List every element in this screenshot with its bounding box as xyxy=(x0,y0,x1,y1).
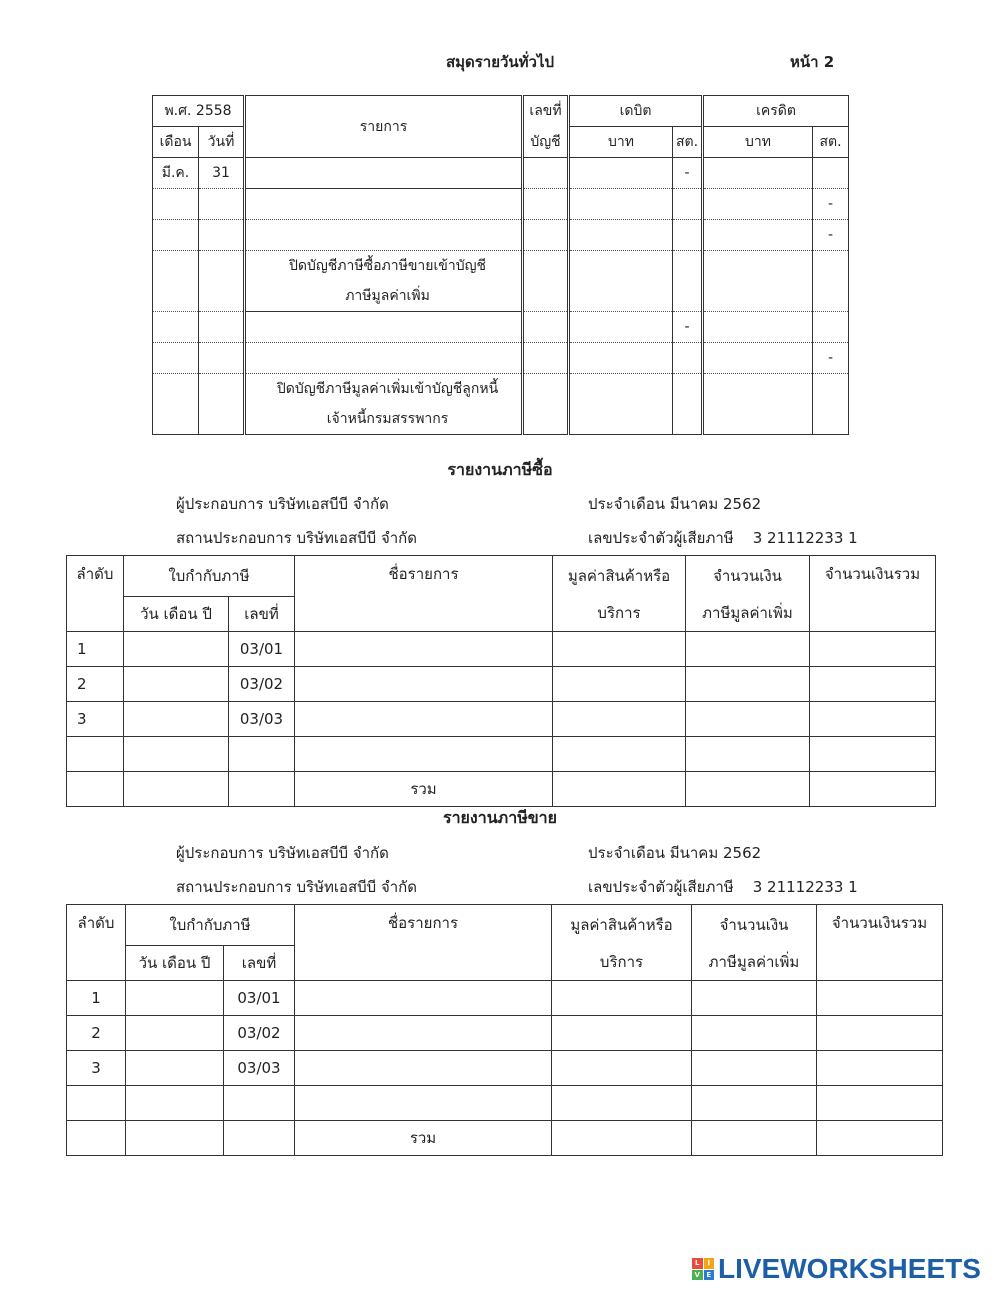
cell-ref[interactable] xyxy=(523,189,569,220)
ref-header: เลขที่ xyxy=(523,96,569,127)
cell-seq: 2 xyxy=(67,1015,126,1050)
cell-vat[interactable] xyxy=(692,1015,817,1050)
cell-month: มี.ค. xyxy=(153,158,199,189)
sum-row xyxy=(67,771,936,806)
sum-label: รวม xyxy=(295,1120,552,1155)
credit-header: เครดิต xyxy=(703,96,849,127)
cell-total[interactable] xyxy=(810,701,936,736)
cell-credit-baht[interactable] xyxy=(703,189,813,220)
sum-total[interactable] xyxy=(817,1120,943,1155)
cell-credit-satang: - xyxy=(813,189,849,220)
cell-value[interactable] xyxy=(552,1050,692,1085)
cell-seq: 1 xyxy=(67,631,124,666)
cell-desc-explanation xyxy=(245,251,523,312)
cell-total[interactable] xyxy=(817,1050,943,1085)
col-value: มูลค่าสินค้าหรือ xyxy=(552,905,692,946)
col-value-2: บริการ xyxy=(552,945,692,980)
cell-desc[interactable] xyxy=(245,158,523,189)
purchase-tax-table xyxy=(66,555,936,807)
col-invoice: ใบกำกับภาษี xyxy=(126,905,295,946)
cell-number: 03/01 xyxy=(229,631,295,666)
page-number: หน้า 2 xyxy=(790,53,835,71)
cell-day: 31 xyxy=(199,158,245,189)
col-total: จำนวนเงินรวม xyxy=(810,556,936,597)
explanation-line-1: ปิดบัญชีภาษีมูลค่าเพิ่มเข้าบัญชีลูกหนี้ xyxy=(276,381,499,397)
col-number: เลขที่ xyxy=(224,945,295,980)
cell-desc[interactable] xyxy=(245,189,523,220)
cell-ref[interactable] xyxy=(523,312,569,343)
cell-name[interactable] xyxy=(295,666,553,701)
table-row xyxy=(67,980,943,1015)
cell-name[interactable] xyxy=(295,701,553,736)
explanation-line-2: ภาษีมูลค่าเพิ่ม xyxy=(345,288,430,304)
col-seq: ลำดับ xyxy=(67,905,126,946)
purchase-place: สถานประกอบการ บริษัทเอสบีบี จำกัด xyxy=(176,529,417,547)
cell-debit-satang: - xyxy=(673,312,703,343)
debit-satang-header: สต. xyxy=(673,127,703,158)
table-row xyxy=(67,736,936,771)
cell-vat[interactable] xyxy=(692,980,817,1015)
cell-debit-baht[interactable] xyxy=(569,189,673,220)
journal-row xyxy=(153,374,849,435)
cell-number: 03/03 xyxy=(224,1050,295,1085)
table-row xyxy=(67,631,936,666)
logo-text: LIVEWORKSHEETS xyxy=(718,1253,981,1284)
cell-debit-baht[interactable] xyxy=(569,343,673,374)
journal-row xyxy=(153,343,849,374)
table-row xyxy=(67,701,936,736)
general-journal-table xyxy=(152,95,849,435)
sum-label: รวม xyxy=(295,771,553,806)
cell-date[interactable] xyxy=(124,701,229,736)
col-date: วัน เดือน ปี xyxy=(124,596,229,631)
cell-seq: 2 xyxy=(67,666,124,701)
cell-vat[interactable] xyxy=(686,666,810,701)
cell-date[interactable] xyxy=(126,1015,224,1050)
cell-seq: 1 xyxy=(67,980,126,1015)
col-value-2: บริการ xyxy=(553,596,686,631)
cell-total[interactable] xyxy=(817,980,943,1015)
cell-name[interactable] xyxy=(295,1015,552,1050)
cell-vat[interactable] xyxy=(686,631,810,666)
col-number: เลขที่ xyxy=(229,596,295,631)
col-invoice: ใบกำกับภาษี xyxy=(124,556,295,597)
table-row xyxy=(67,1050,943,1085)
purchase-taxid: เลขประจำตัวผู้เสียภาษี 3 21112233 1 xyxy=(588,529,858,547)
cell-value[interactable] xyxy=(553,631,686,666)
sum-row xyxy=(67,1120,943,1155)
explanation-line-1: ปิดบัญชีภาษีซื้อภาษีขายเข้าบัญชี xyxy=(289,258,487,274)
cell-number: 03/02 xyxy=(229,666,295,701)
col-date: วัน เดือน ปี xyxy=(126,945,224,980)
cell-date[interactable] xyxy=(124,631,229,666)
cell-desc[interactable] xyxy=(245,312,523,343)
cell-total[interactable] xyxy=(817,1015,943,1050)
explanation-line-2: เจ้าหนี้กรมสรรพากร xyxy=(326,411,449,427)
cell-number: 03/01 xyxy=(224,980,295,1015)
sum-value[interactable] xyxy=(552,1120,692,1155)
cell-name[interactable] xyxy=(295,980,552,1015)
cell-credit-baht[interactable] xyxy=(703,220,813,251)
desc-header: รายการ xyxy=(245,96,523,158)
sales-report-title: รายงานภาษีขาย xyxy=(442,808,558,827)
year-label: พ.ศ. 2558 xyxy=(153,96,245,127)
cell-date[interactable] xyxy=(124,666,229,701)
col-vat: จำนวนเงิน xyxy=(692,905,817,946)
cell-value[interactable] xyxy=(553,666,686,701)
purchase-report-title: รายงานภาษีซื้อ xyxy=(447,460,553,479)
cell-credit-baht[interactable] xyxy=(703,312,813,343)
sum-total[interactable] xyxy=(810,771,936,806)
cell-debit-satang: - xyxy=(673,158,703,189)
cell-desc[interactable] xyxy=(245,343,523,374)
cell-number: 03/02 xyxy=(224,1015,295,1050)
cell-date[interactable] xyxy=(126,980,224,1015)
col-name: ชื่อรายการ xyxy=(295,556,553,597)
table-row xyxy=(67,1015,943,1050)
cell-value[interactable] xyxy=(553,701,686,736)
journal-row xyxy=(153,189,849,220)
col-seq: ลำดับ xyxy=(67,556,124,597)
sales-taxid: เลขประจำตัวผู้เสียภาษี 3 21112233 1 xyxy=(588,878,858,896)
table-row xyxy=(67,1085,943,1120)
col-value: มูลค่าสินค้าหรือ xyxy=(553,556,686,597)
sales-place: สถานประกอบการ บริษัทเอสบีบี จำกัด xyxy=(176,878,417,896)
sum-vat[interactable] xyxy=(686,771,810,806)
cell-number: 03/03 xyxy=(229,701,295,736)
cell-value[interactable] xyxy=(552,980,692,1015)
cell-vat[interactable] xyxy=(686,701,810,736)
cell-total[interactable] xyxy=(810,631,936,666)
cell-ref[interactable] xyxy=(523,343,569,374)
col-name: ชื่อรายการ xyxy=(295,905,552,946)
journal-row xyxy=(153,251,849,312)
cell-debit-baht[interactable] xyxy=(569,158,673,189)
credit-satang-header: สต. xyxy=(813,127,849,158)
col-total: จำนวนเงินรวม xyxy=(817,905,943,946)
cell-debit-baht[interactable] xyxy=(569,312,673,343)
journal-row xyxy=(153,312,849,343)
cell-ref[interactable] xyxy=(523,220,569,251)
cell-credit-satang: - xyxy=(813,220,849,251)
col-vat: จำนวนเงิน xyxy=(686,556,810,597)
cell-desc-explanation xyxy=(245,374,523,435)
col-vat-2: ภาษีมูลค่าเพิ่ม xyxy=(686,596,810,631)
debit-baht-header: บาท xyxy=(569,127,673,158)
liveworksheets-logo xyxy=(692,1253,981,1285)
cell-vat[interactable] xyxy=(692,1050,817,1085)
cell-credit-satang xyxy=(813,158,849,189)
ref-header-2: บัญชี xyxy=(523,127,569,158)
cell-seq: 3 xyxy=(67,701,124,736)
cell-value[interactable] xyxy=(552,1015,692,1050)
table-row xyxy=(67,666,936,701)
cell-credit-satang: - xyxy=(813,343,849,374)
sales-tax-table xyxy=(66,904,943,1156)
month-header: เดือน xyxy=(153,127,199,158)
day-header: วันที่ xyxy=(199,127,245,158)
cell-ref[interactable] xyxy=(523,158,569,189)
debit-header: เดบิต xyxy=(569,96,703,127)
journal-row xyxy=(153,220,849,251)
cell-total[interactable] xyxy=(810,666,936,701)
credit-baht-header: บาท xyxy=(703,127,813,158)
sum-vat[interactable] xyxy=(692,1120,817,1155)
purchase-operator: ผู้ประกอบการ บริษัทเอสบีบี จำกัด xyxy=(176,495,389,513)
sum-value[interactable] xyxy=(553,771,686,806)
cell-date[interactable] xyxy=(126,1050,224,1085)
page-title: สมุดรายวันทั่วไป xyxy=(445,53,555,71)
sales-operator: ผู้ประกอบการ บริษัทเอสบีบี จำกัด xyxy=(176,844,389,862)
cell-seq: 3 xyxy=(67,1050,126,1085)
cell-credit-baht[interactable] xyxy=(703,158,813,189)
cell-desc[interactable] xyxy=(245,220,523,251)
cell-name[interactable] xyxy=(295,1050,552,1085)
col-vat-2: ภาษีมูลค่าเพิ่ม xyxy=(692,945,817,980)
sales-month: ประจำเดือน มีนาคม 2562 xyxy=(588,844,762,862)
purchase-month: ประจำเดือน มีนาคม 2562 xyxy=(588,495,762,513)
journal-row xyxy=(153,158,849,189)
cell-credit-baht[interactable] xyxy=(703,343,813,374)
cell-debit-baht[interactable] xyxy=(569,220,673,251)
cell-name[interactable] xyxy=(295,631,553,666)
liveworksheets-icon: L I V E xyxy=(692,1258,714,1280)
